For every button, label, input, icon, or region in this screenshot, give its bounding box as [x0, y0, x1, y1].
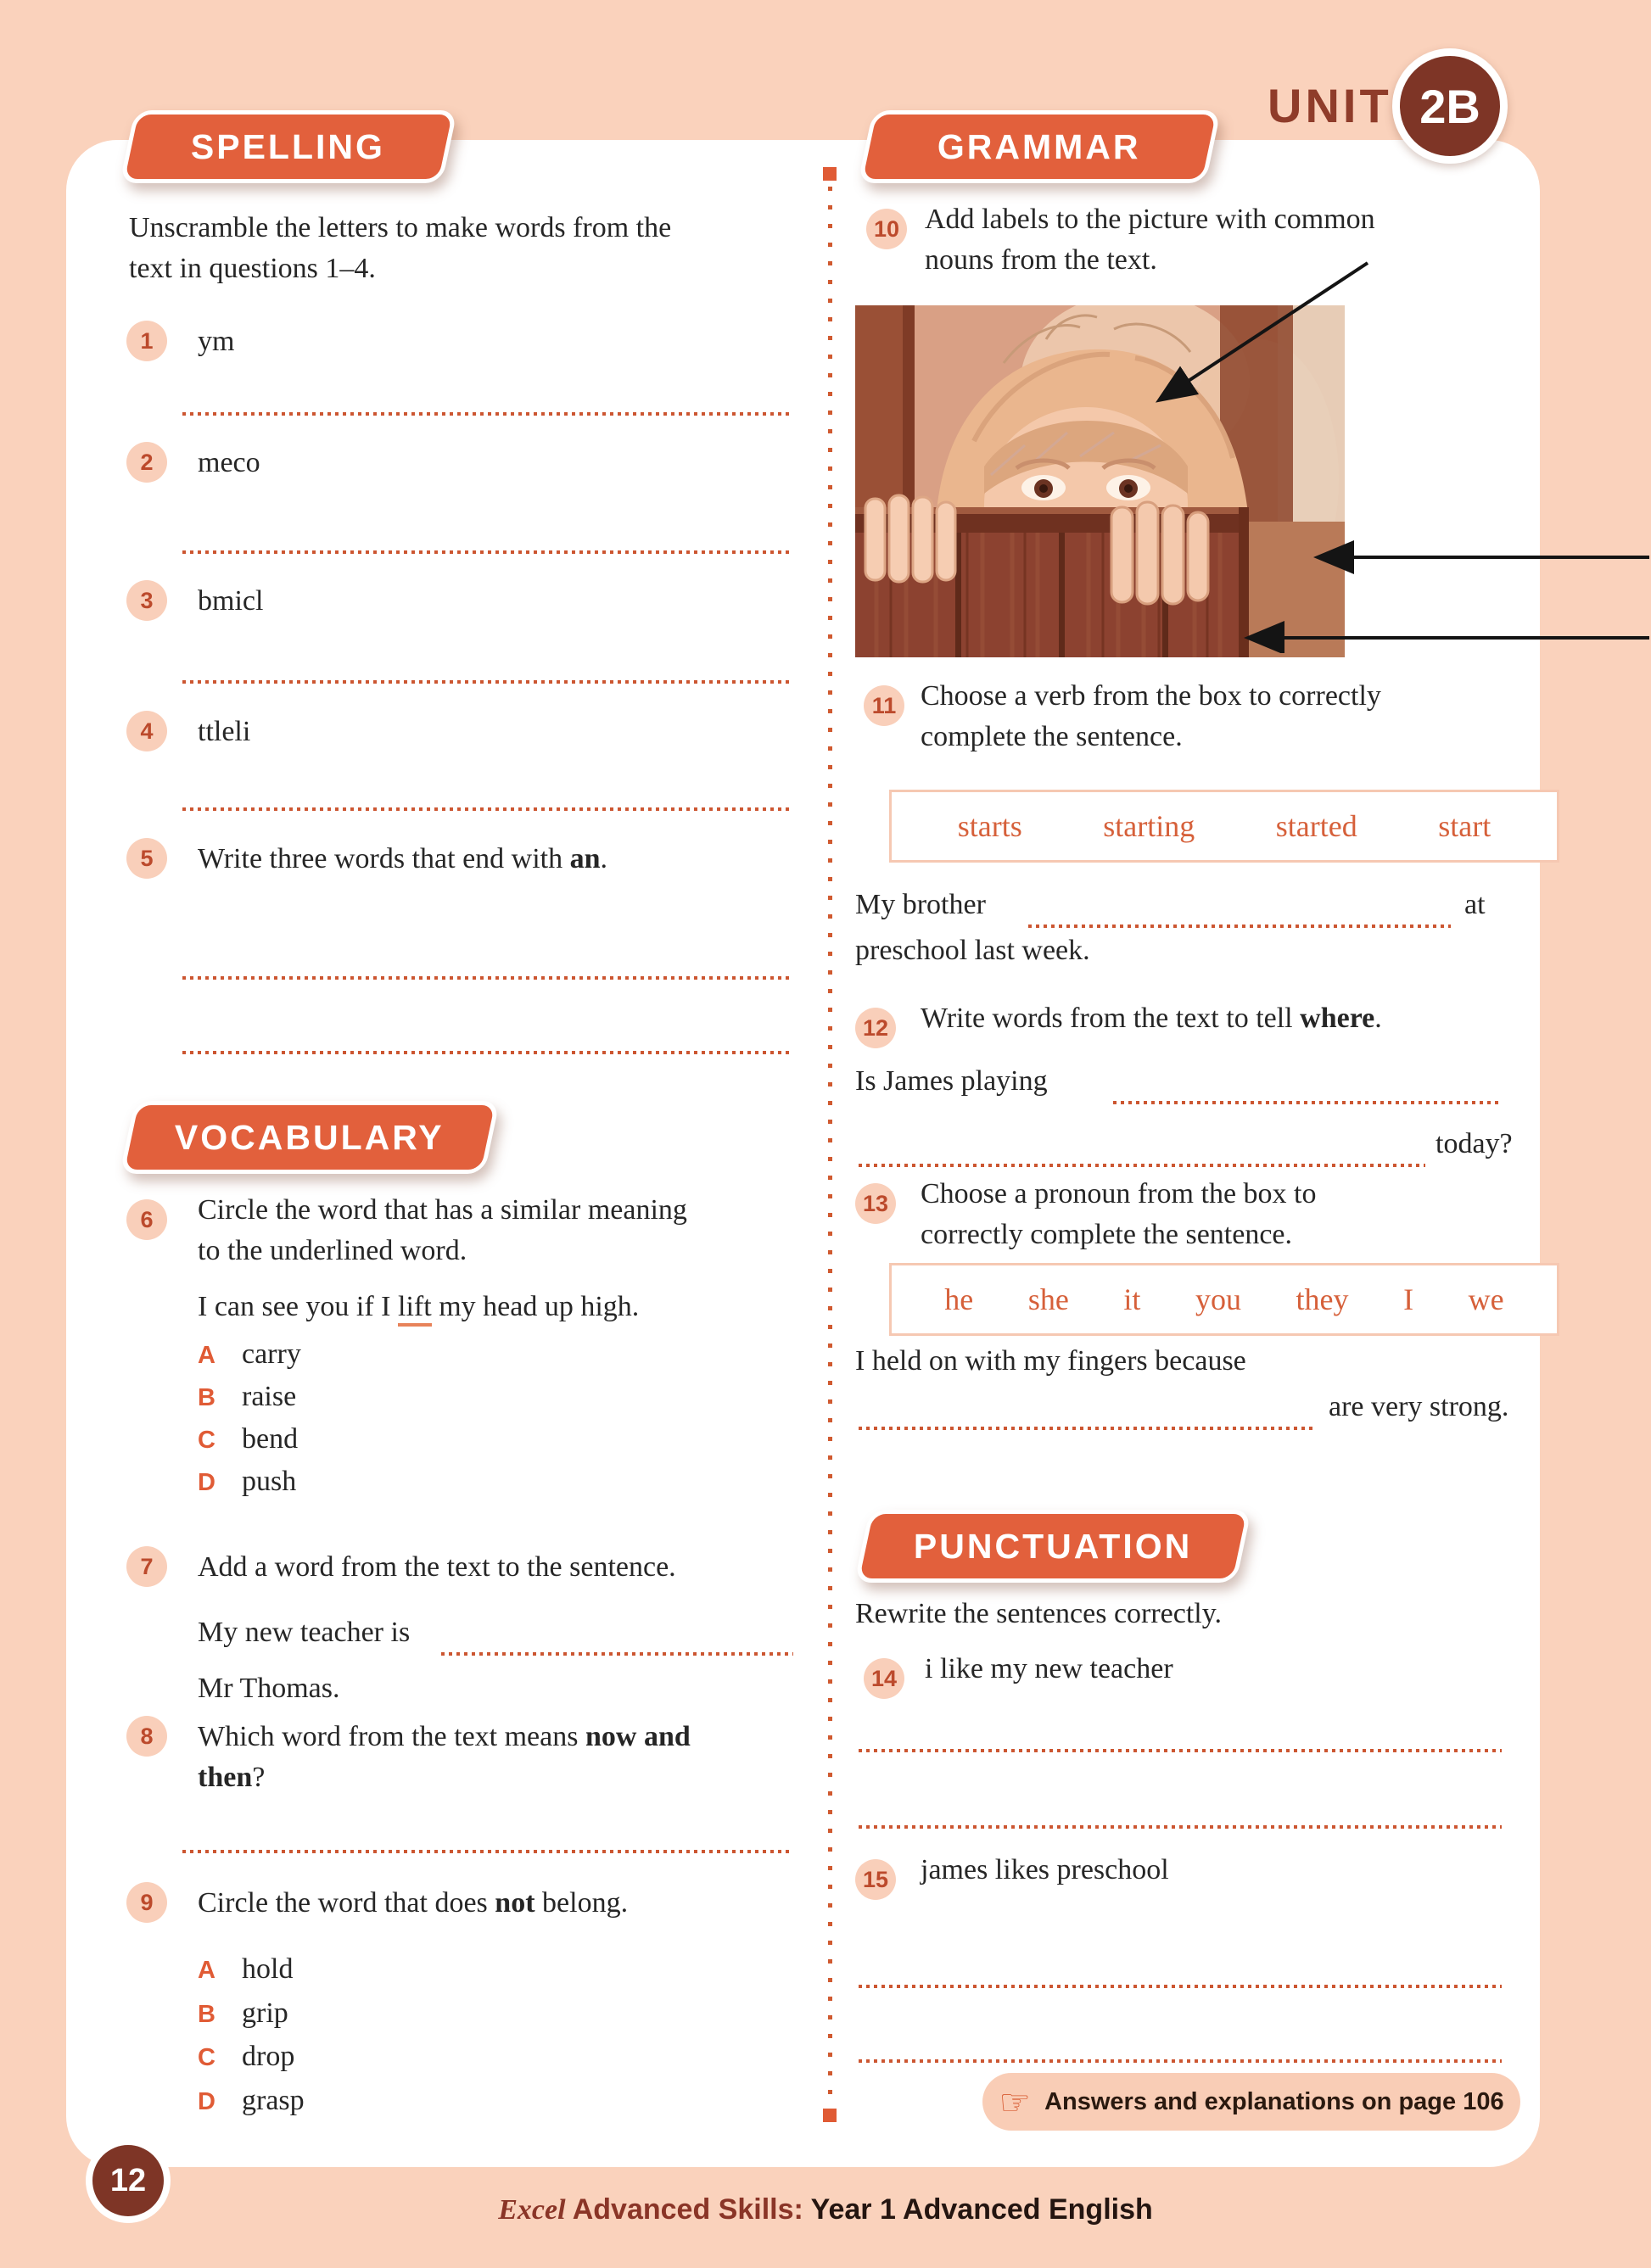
footer-book-title: Year 1 Advanced English: [810, 2193, 1153, 2226]
question-12-sentence-post: today?: [1436, 1128, 1513, 1159]
question-5-text: Write three words that end with an.: [198, 843, 608, 874]
answer-line: [859, 1164, 1425, 1167]
answer-line: [859, 2059, 1502, 2063]
answer-line: [182, 1850, 793, 1853]
question-9-text: Circle the word that does not belong.: [198, 1887, 629, 1919]
answer-line: [182, 550, 793, 554]
verb-word-box: starts starting started start: [889, 790, 1559, 863]
section-banner-vocabulary: [120, 1101, 500, 1174]
answer-line: [182, 1051, 793, 1054]
answers-reference-pill: [982, 2073, 1520, 2131]
question-number: 8: [126, 1716, 167, 1757]
photo-girl-peeking-over-fence: [855, 305, 1345, 657]
option-row: A hold: [198, 1953, 294, 1985]
page-number-badge: 12: [86, 2138, 171, 2223]
question-number: 10: [866, 209, 907, 249]
section-banner-spelling: [120, 110, 457, 183]
scrambled-word-1: ym: [198, 326, 235, 357]
option-row: C bend: [198, 1423, 299, 1455]
question-7-sentence-line2: Mr Thomas.: [198, 1673, 340, 1704]
answer-line: [182, 412, 793, 416]
unit-code: 2B: [1419, 79, 1480, 133]
question-12-sentence-pre: Is James playing: [855, 1065, 1048, 1097]
question-10-line2: nouns from the text.: [925, 244, 1157, 276]
question-number: 2: [126, 442, 167, 483]
spelling-title: SPELLING: [191, 126, 386, 166]
unit-label: UNIT: [1268, 79, 1392, 132]
option-row: D grasp: [198, 2085, 305, 2116]
question-number: 5: [126, 838, 167, 879]
grammar-title: GRAMMAR: [937, 126, 1141, 166]
question-6-line1: Circle the word that has a similar meaning: [198, 1194, 687, 1226]
question-number: 15: [855, 1859, 896, 1900]
question-7-sentence: My new teacher is: [198, 1617, 411, 1648]
scrambled-word-4: ttleli: [198, 716, 251, 747]
question-number: 6: [126, 1199, 167, 1240]
question-11-sentence-pre: My brother: [855, 889, 986, 920]
punctuation-intro: Rewrite the sentences correctly.: [855, 1598, 1223, 1629]
question-number: 11: [864, 685, 904, 726]
question-13-line2: correctly complete the sentence.: [921, 1219, 1292, 1250]
answer-line: [859, 1749, 1502, 1752]
answer-line: [859, 1427, 1317, 1430]
divider-top-square: [823, 167, 837, 181]
question-13-line1: Choose a pronoun from the box to: [921, 1178, 1317, 1209]
option-row: C drop: [198, 2041, 295, 2072]
question-number: 4: [126, 711, 167, 751]
question-number: 13: [855, 1183, 896, 1224]
answer-line: [859, 1985, 1502, 1988]
answer-line: [182, 976, 793, 980]
question-7-text: Add a word from the text to the sentence.: [198, 1551, 676, 1583]
section-banner-grammar: [858, 110, 1221, 183]
pronoun-word-box: he she it you they I we: [889, 1263, 1559, 1336]
question-12-text: Write words from the text to tell where.: [921, 1003, 1382, 1034]
question-13-sentence1: I held on with my fingers because: [855, 1345, 1246, 1377]
answer-line: [182, 807, 793, 811]
question-10-line1: Add labels to the picture with common: [925, 204, 1375, 235]
question-number: 3: [126, 580, 167, 621]
question-number: 12: [855, 1008, 896, 1048]
footer-title: [0, 2193, 1651, 2226]
question-8-line2: then?: [198, 1762, 266, 1793]
question-number: 9: [126, 1882, 167, 1923]
question-13-sentence2-post: are very strong.: [1329, 1391, 1509, 1422]
column-divider: [828, 187, 832, 2103]
scrambled-word-3: bmicl: [198, 585, 264, 617]
question-6-line2: to the underlined word.: [198, 1235, 467, 1266]
section-banner-punctuation: [854, 1510, 1251, 1583]
underlined-word: lift: [398, 1291, 432, 1327]
question-8-line1: Which word from the text means now and: [198, 1721, 691, 1752]
answer-line: [1113, 1101, 1502, 1104]
answer-line: [182, 680, 793, 684]
vocabulary-title: VOCABULARY: [175, 1117, 445, 1157]
question-11-line1: Choose a verb from the box to correctly: [921, 680, 1381, 712]
footer-brand: Excel: [498, 2194, 566, 2226]
divider-bottom-square: [823, 2109, 837, 2122]
question-6-sentence: I can see you if I lift my head up high.: [198, 1291, 639, 1323]
question-14-text: i like my new teacher: [925, 1653, 1173, 1684]
question-15-text: james likes preschool: [921, 1854, 1169, 1885]
footer-series: Advanced Skills:: [565, 2193, 811, 2226]
question-11-sentence-post: at: [1464, 889, 1486, 920]
question-number: 14: [864, 1658, 904, 1699]
option-row: A carry: [198, 1338, 301, 1370]
option-row: B raise: [198, 1381, 297, 1412]
option-row: D push: [198, 1466, 297, 1497]
question-number: 7: [126, 1546, 167, 1587]
option-row: B grip: [198, 1997, 288, 2029]
unit-badge: [1392, 48, 1508, 164]
spelling-intro-line2: text in questions 1–4.: [129, 253, 376, 284]
scrambled-word-2: meco: [198, 447, 260, 478]
answers-note: Answers and explanations on page 106: [1044, 2087, 1504, 2115]
spelling-intro-line1: Unscramble the letters to make words from the: [129, 212, 672, 243]
question-number: 1: [126, 321, 167, 361]
answer-line: [441, 1652, 793, 1656]
pointing-hand-icon: ☞: [999, 2081, 1032, 2122]
answer-line: [1028, 925, 1451, 928]
question-11-line2: complete the sentence.: [921, 721, 1183, 752]
punctuation-title: PUNCTUATION: [913, 1526, 1193, 1566]
question-11-sentence-line2: preschool last week.: [855, 935, 1090, 966]
answer-line: [859, 1825, 1502, 1829]
